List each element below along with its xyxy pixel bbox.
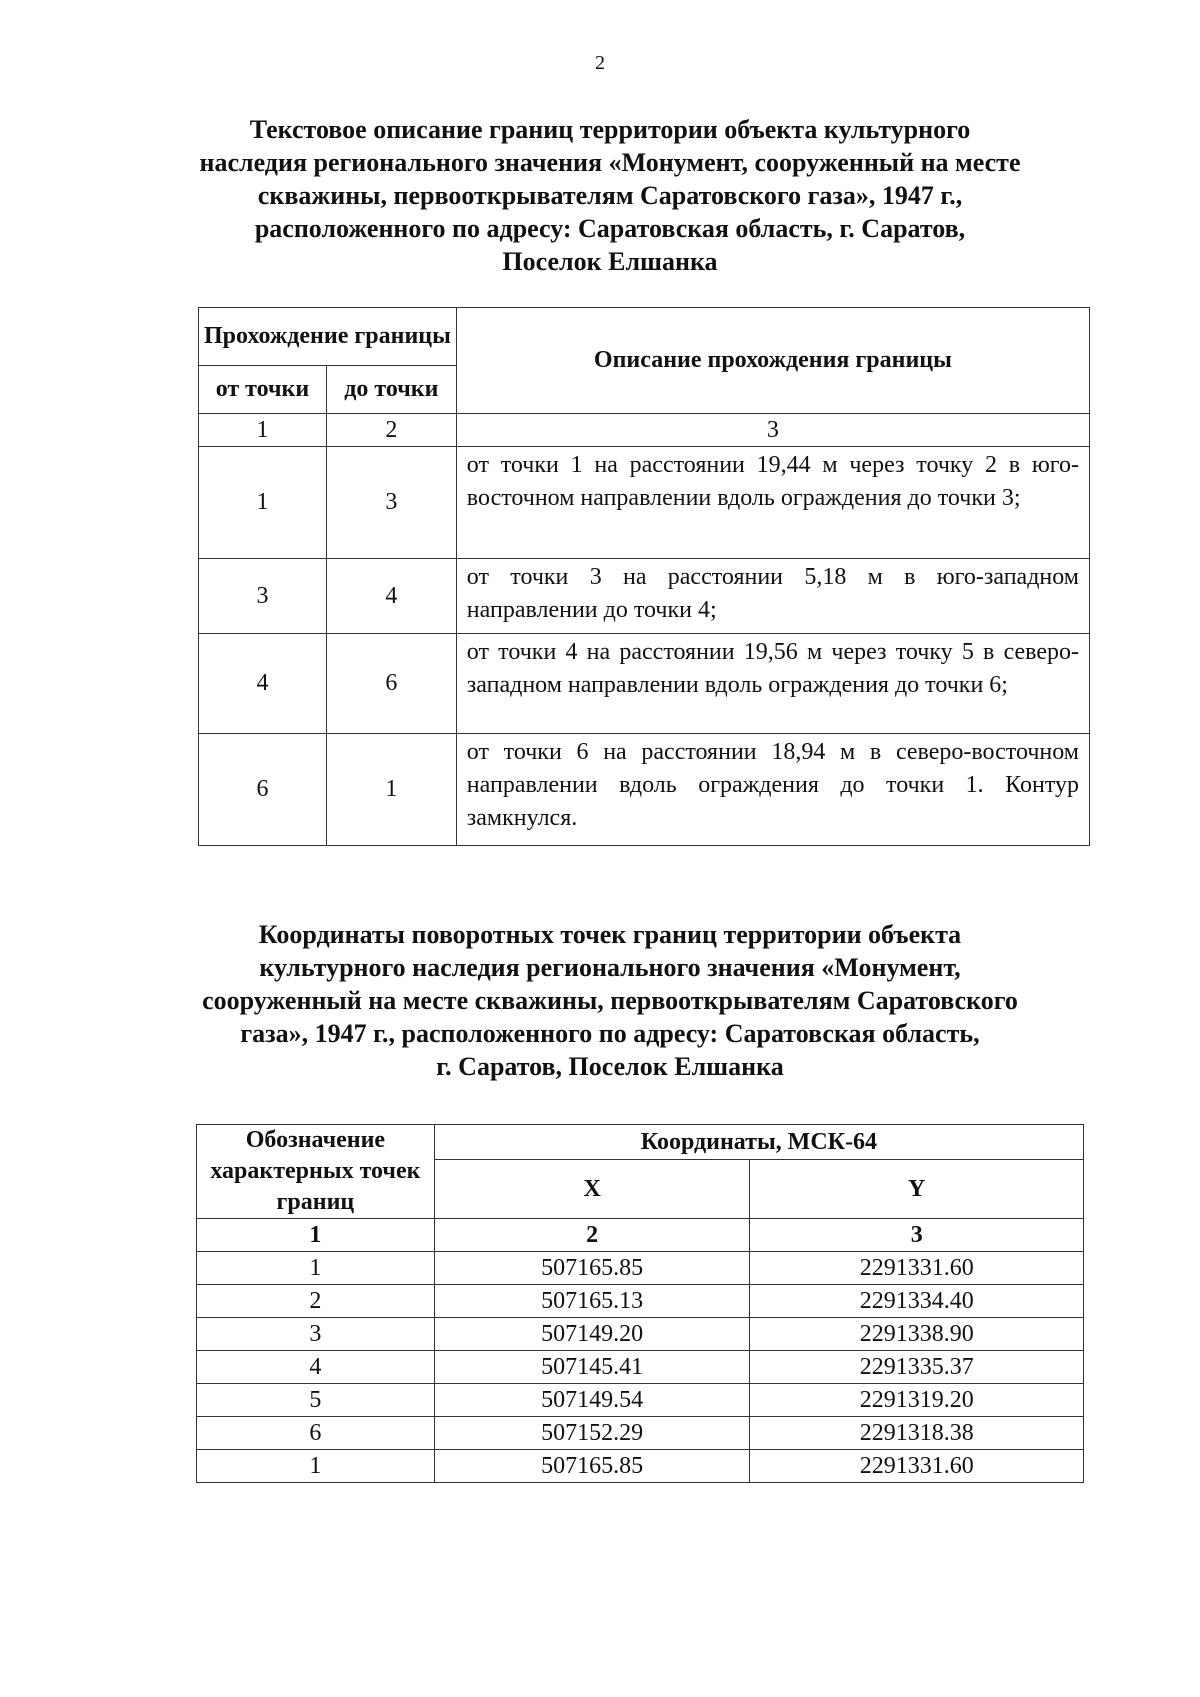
table-row: [197, 1285, 1084, 1318]
header-boundary-passage: Прохождение границы: [199, 308, 457, 366]
title-line: Координаты поворотных точек границ территории объекта: [258, 920, 962, 949]
header-y: Y: [750, 1160, 1084, 1219]
column-number: 3: [750, 1219, 1084, 1252]
from-point-cell: 4: [199, 634, 327, 734]
table-row: [197, 1252, 1084, 1285]
table-row: [197, 1318, 1084, 1351]
x-cell: 507165.85: [434, 1450, 750, 1483]
description-cell: от точки 6 на расстоянии 18,94 м в северо-восточном направлении вдоль ограждения до точки 1. Контур замкнулся.: [456, 734, 1089, 846]
title-line: Текстовое описание границ территории объекта культурного: [249, 115, 971, 144]
to-point-cell: 4: [326, 559, 456, 634]
table-row: [197, 1351, 1084, 1384]
y-cell: 2291338.90: [750, 1318, 1084, 1351]
column-number-row: [197, 1219, 1084, 1252]
y-cell: 2291331.60: [750, 1252, 1084, 1285]
point-cell: 3: [197, 1318, 435, 1351]
description-cell: от точки 4 на расстоянии 19,56 м через точку 5 в северо-западном направлении вдоль ограждения до точки 6;: [456, 634, 1089, 734]
x-cell: 507149.54: [434, 1384, 750, 1417]
point-cell: 1: [197, 1252, 435, 1285]
point-cell: 6: [197, 1417, 435, 1450]
header-point-designation: Обозначение характерных точек границ: [197, 1125, 435, 1219]
table-row: [199, 559, 1090, 634]
point-cell: 5: [197, 1384, 435, 1417]
header-from-point: от точки: [199, 366, 327, 414]
title-line: газа», 1947 г., расположенного по адресу: Саратовская область,: [240, 1019, 980, 1048]
y-cell: 2291318.38: [750, 1417, 1084, 1450]
title-line: скважины, первооткрывателям Саратовского газа», 1947 г.,: [257, 181, 963, 210]
header-coordinates: Координаты, МСК-64: [434, 1125, 1083, 1160]
boundary-description-table: [198, 307, 1090, 846]
from-point-cell: 6: [199, 734, 327, 846]
title-line: наследия регионального значения «Монумент, сооруженный на месте: [199, 148, 1021, 177]
to-point-cell: 3: [326, 447, 456, 559]
column-number: 3: [456, 414, 1089, 447]
boundary-description-title: [180, 113, 1040, 278]
point-cell: 4: [197, 1351, 435, 1384]
title-line: расположенного по адресу: Саратовская область, г. Саратов,: [254, 214, 966, 243]
point-cell: 1: [197, 1450, 435, 1483]
page-number: 2: [595, 52, 605, 74]
column-number-row: [199, 414, 1090, 447]
coordinates-table: [196, 1124, 1084, 1483]
table-row: [199, 634, 1090, 734]
description-cell: от точки 3 на расстоянии 5,18 м в юго-западном направлении до точки 4;: [456, 559, 1089, 634]
table-row: [199, 447, 1090, 559]
column-number: 2: [434, 1219, 750, 1252]
x-cell: 507165.85: [434, 1252, 750, 1285]
x-cell: 507145.41: [434, 1351, 750, 1384]
title-line: г. Саратов, Поселок Елшанка: [436, 1052, 784, 1081]
header-to-point: до точки: [326, 366, 456, 414]
description-cell: от точки 1 на расстоянии 19,44 м через точку 2 в юго-восточном направлении вдоль ограждения до точки 3;: [456, 447, 1089, 559]
header-boundary-description: Описание прохождения границы: [456, 308, 1089, 414]
title-line: культурного наследия регионального значения «Монумент,: [259, 953, 961, 982]
table-row: [197, 1450, 1084, 1483]
column-number: 2: [326, 414, 456, 447]
column-number: 1: [199, 414, 327, 447]
table-row: [199, 734, 1090, 846]
title-line: сооруженный на месте скважины, первооткрывателям Саратовского: [202, 986, 1018, 1015]
y-cell: 2291334.40: [750, 1285, 1084, 1318]
from-point-cell: 3: [199, 559, 327, 634]
y-cell: 2291319.20: [750, 1384, 1084, 1417]
table-row: [197, 1384, 1084, 1417]
point-cell: 2: [197, 1285, 435, 1318]
column-number: 1: [197, 1219, 435, 1252]
title-line: Поселок Елшанка: [502, 247, 718, 276]
from-point-cell: 1: [199, 447, 327, 559]
x-cell: 507152.29: [434, 1417, 750, 1450]
y-cell: 2291335.37: [750, 1351, 1084, 1384]
coordinates-title: [180, 918, 1040, 1083]
table-row: [197, 1417, 1084, 1450]
x-cell: 507165.13: [434, 1285, 750, 1318]
x-cell: 507149.20: [434, 1318, 750, 1351]
y-cell: 2291331.60: [750, 1450, 1084, 1483]
to-point-cell: 6: [326, 634, 456, 734]
to-point-cell: 1: [326, 734, 456, 846]
header-x: X: [434, 1160, 750, 1219]
